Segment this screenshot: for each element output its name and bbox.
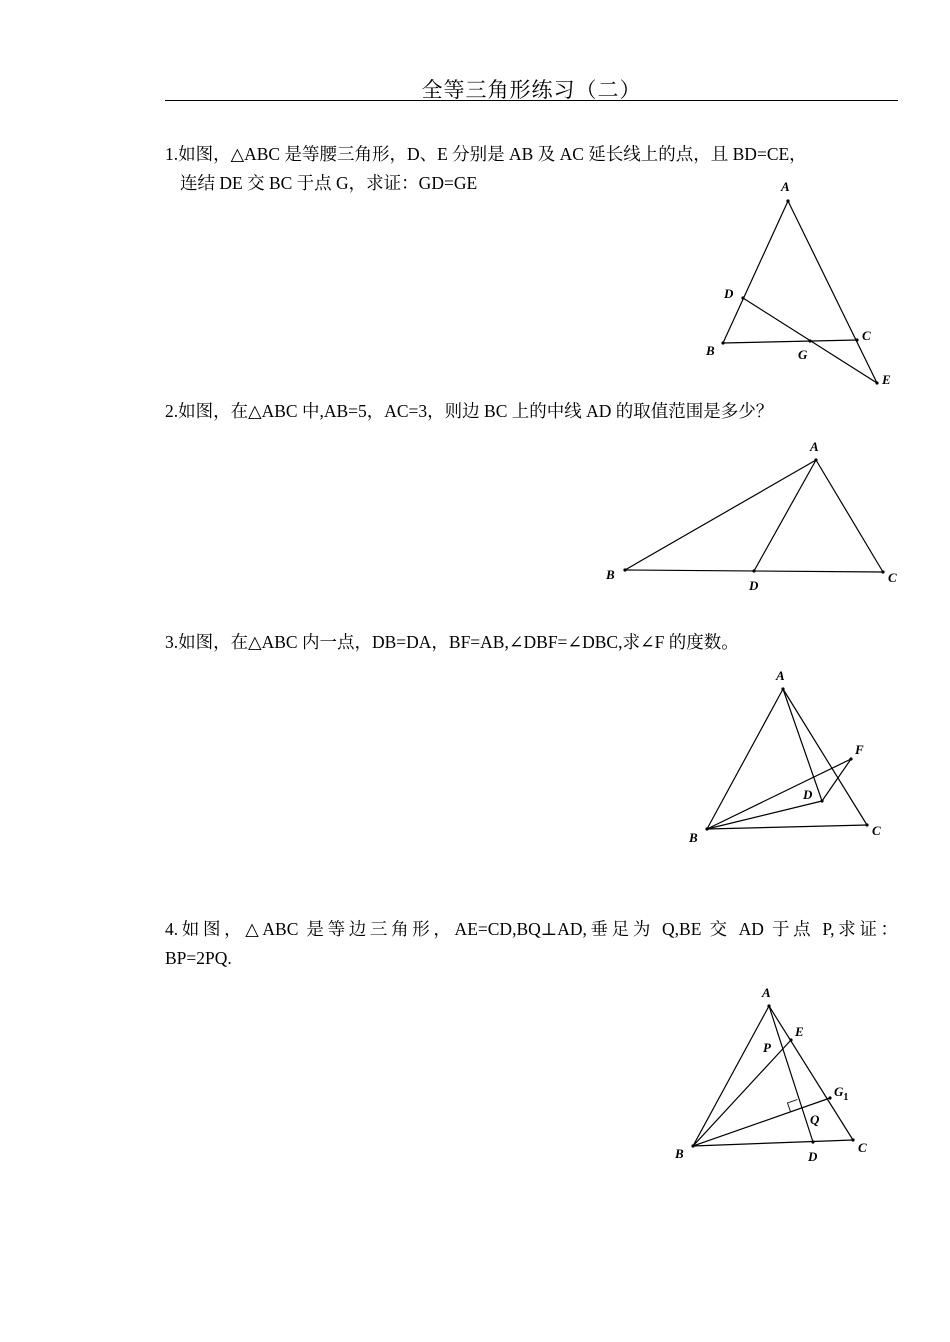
label-d: D: [808, 1149, 818, 1164]
label-b: B: [689, 830, 698, 845]
label-a: A: [762, 985, 771, 1000]
label-c: C: [872, 823, 881, 838]
point-c: [851, 1138, 854, 1141]
point-e: [789, 1038, 792, 1041]
label-a: A: [810, 439, 819, 454]
page-title: 全等三角形练习（二）: [421, 78, 642, 102]
label-b: B: [675, 1146, 684, 1161]
point-d: [811, 1140, 814, 1143]
label-f: F: [855, 742, 864, 757]
problem-4-line-1: 4.如图，△ABC 是等边三角形，AE=CD,BQ⊥AD,垂足为 Q,BE 交 AD 于点 P,求证：: [165, 919, 898, 939]
label-e: E: [882, 372, 891, 387]
problem-1-line-1: 1.如图，△ABC 是等腰三角形，D、E 分别是 AB 及 AC 延长线上的点，且 BD=CE，: [165, 144, 807, 164]
label-g-subscript: 1: [843, 1092, 849, 1103]
segment-bc: [693, 1140, 853, 1146]
point-g1: [828, 1096, 831, 1099]
label-a: A: [781, 179, 790, 194]
label-g: G: [834, 1084, 844, 1099]
problem-4-line-2: BP=2PQ.: [165, 948, 232, 968]
label-d: D: [749, 578, 759, 593]
label-q: Q: [810, 1112, 820, 1127]
label-d: D: [803, 787, 813, 802]
label-e: E: [795, 1024, 804, 1039]
label-g: G: [798, 347, 808, 362]
point-b: [691, 1144, 694, 1147]
label-a: A: [776, 668, 785, 683]
label-d: D: [724, 286, 734, 301]
label-b: B: [706, 343, 715, 358]
problem-1-line-2: 连结 DE 交 BC 于点 G，求证：GD=GE: [180, 173, 478, 193]
problem-3-line-1: 3.如图，在△ABC 内一点，DB=DA，BF=AB,∠DBF=∠DBC,求∠F 的度数。: [165, 632, 739, 652]
label-c: C: [858, 1140, 867, 1155]
point-a: [767, 1004, 770, 1007]
segment-ad: [769, 1006, 813, 1142]
label-g1: [834, 1084, 848, 1103]
problem-2-line-1: 2.如图，在△ABC 中,AB=5，AC=3，则边 BC 上的中线 AD 的取值范围是多少？: [165, 401, 774, 421]
label-b: B: [606, 567, 615, 582]
label-c: C: [888, 570, 897, 585]
label-p: P: [763, 1040, 771, 1055]
label-c: C: [862, 328, 871, 343]
